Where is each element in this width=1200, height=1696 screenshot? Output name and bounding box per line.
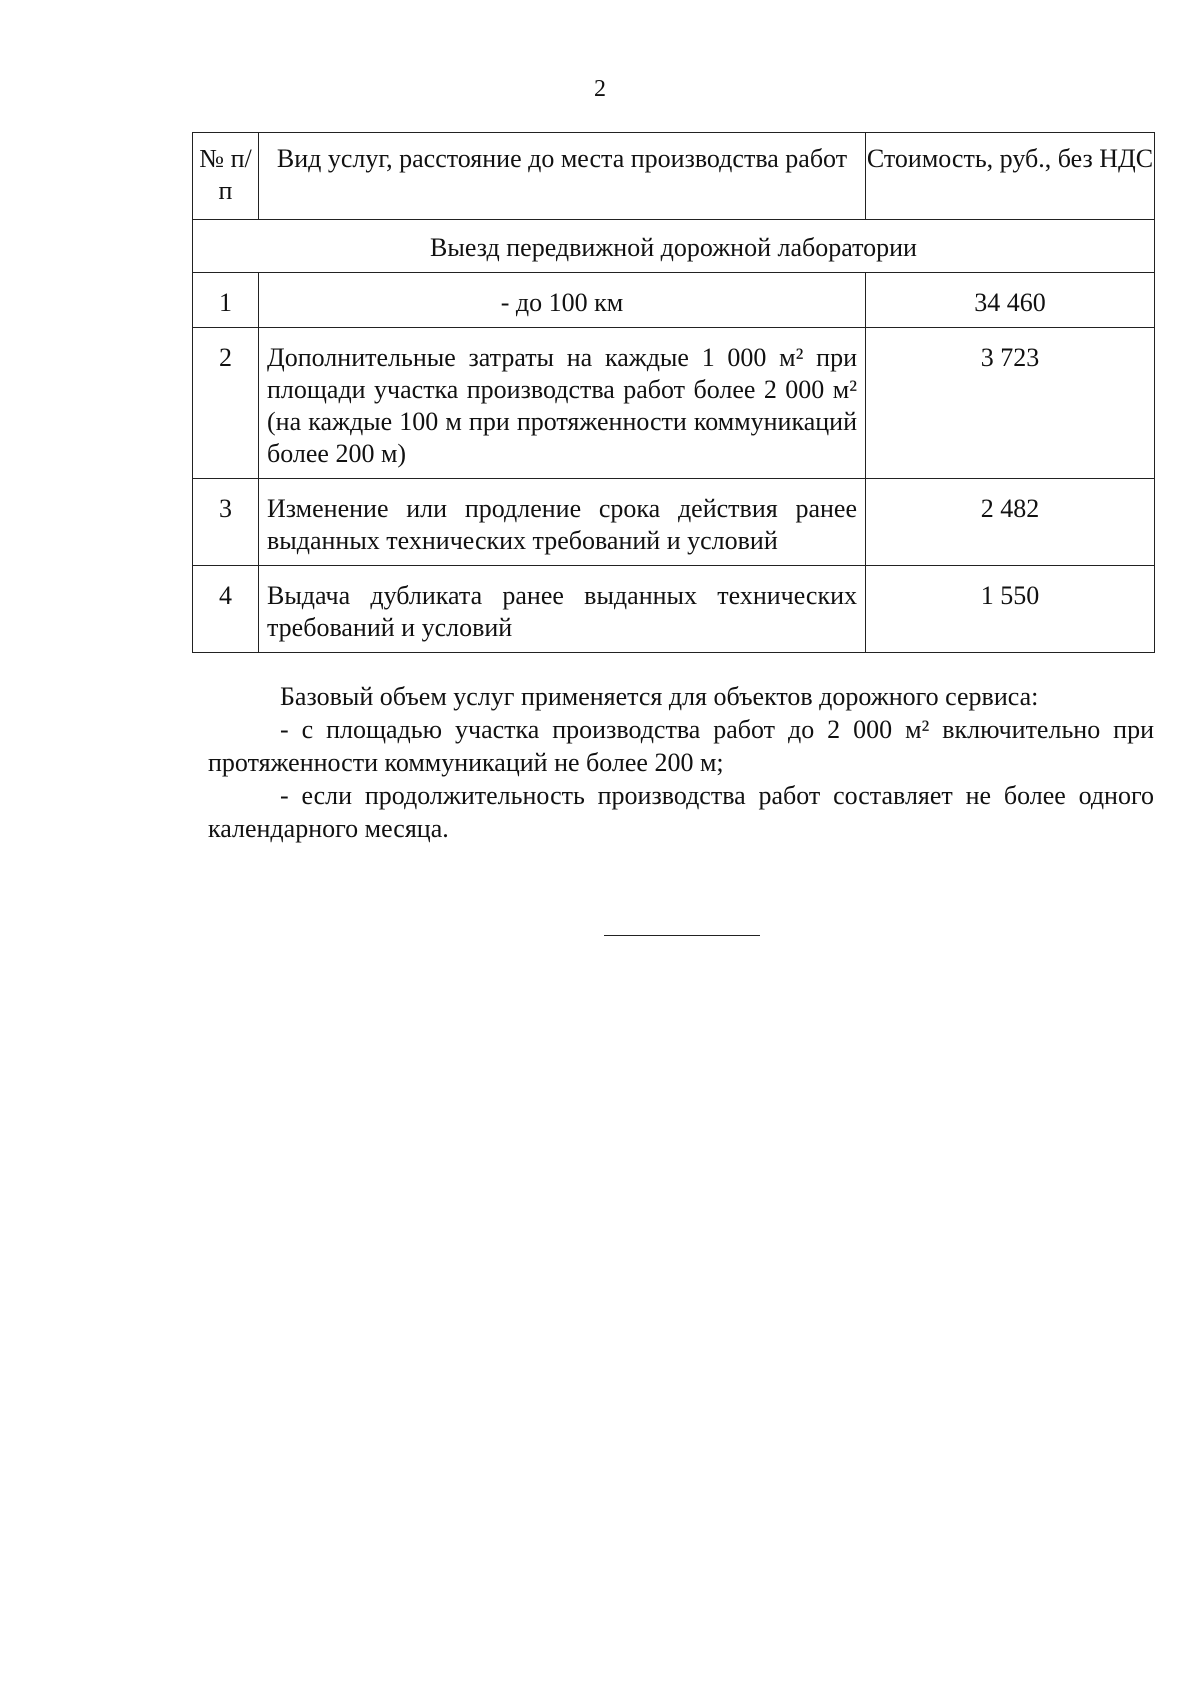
table-row (193, 566, 1155, 653)
table-row (193, 479, 1155, 566)
row-description: Изменение или продление срока действия ранее выданных технических требований и условий (259, 479, 866, 566)
notes-item: - если продолжительность производства работ составляет не более одного календарного месяца. (208, 781, 1154, 843)
row-num: 1 (193, 273, 259, 328)
section-title: Выезд передвижной дорожной лаборатории (193, 220, 1155, 273)
table-section-row (193, 220, 1155, 273)
end-divider (604, 935, 760, 936)
row-cost: 3 723 (866, 328, 1155, 479)
table-row (193, 273, 1155, 328)
table-row (193, 328, 1155, 479)
table-header-row (193, 133, 1155, 220)
header-cost: Стоимость, руб., без НДС (866, 133, 1155, 220)
row-description: - до 100 км (259, 273, 866, 328)
row-cost: 1 550 (866, 566, 1155, 653)
row-description: Дополнительные затраты на каждые 1 000 м² при площади участка производства работ более 2 000 м² (на каждые 100 м при протяженности коммуникаций более 200 м) (259, 328, 866, 479)
row-cost: 2 482 (866, 479, 1155, 566)
page-number: 2 (594, 76, 606, 102)
header-description: Вид услуг, расстояние до места производства работ (259, 133, 866, 220)
row-cost: 34 460 (866, 273, 1155, 328)
notes-item: - с площадью участка производства работ до 2 000 м² включительно при протяженности коммуникаций не более 200 м; (208, 715, 1154, 777)
notes-intro: Базовый объем услуг применяется для объектов дорожного сервиса: (280, 682, 1039, 711)
row-num: 3 (193, 479, 259, 566)
row-num: 4 (193, 566, 259, 653)
price-table (192, 132, 1155, 653)
notes-section (208, 680, 1154, 845)
header-num: № п/п (193, 133, 259, 220)
row-description: Выдача дубликата ранее выданных технических требований и условий (259, 566, 866, 653)
row-num: 2 (193, 328, 259, 479)
